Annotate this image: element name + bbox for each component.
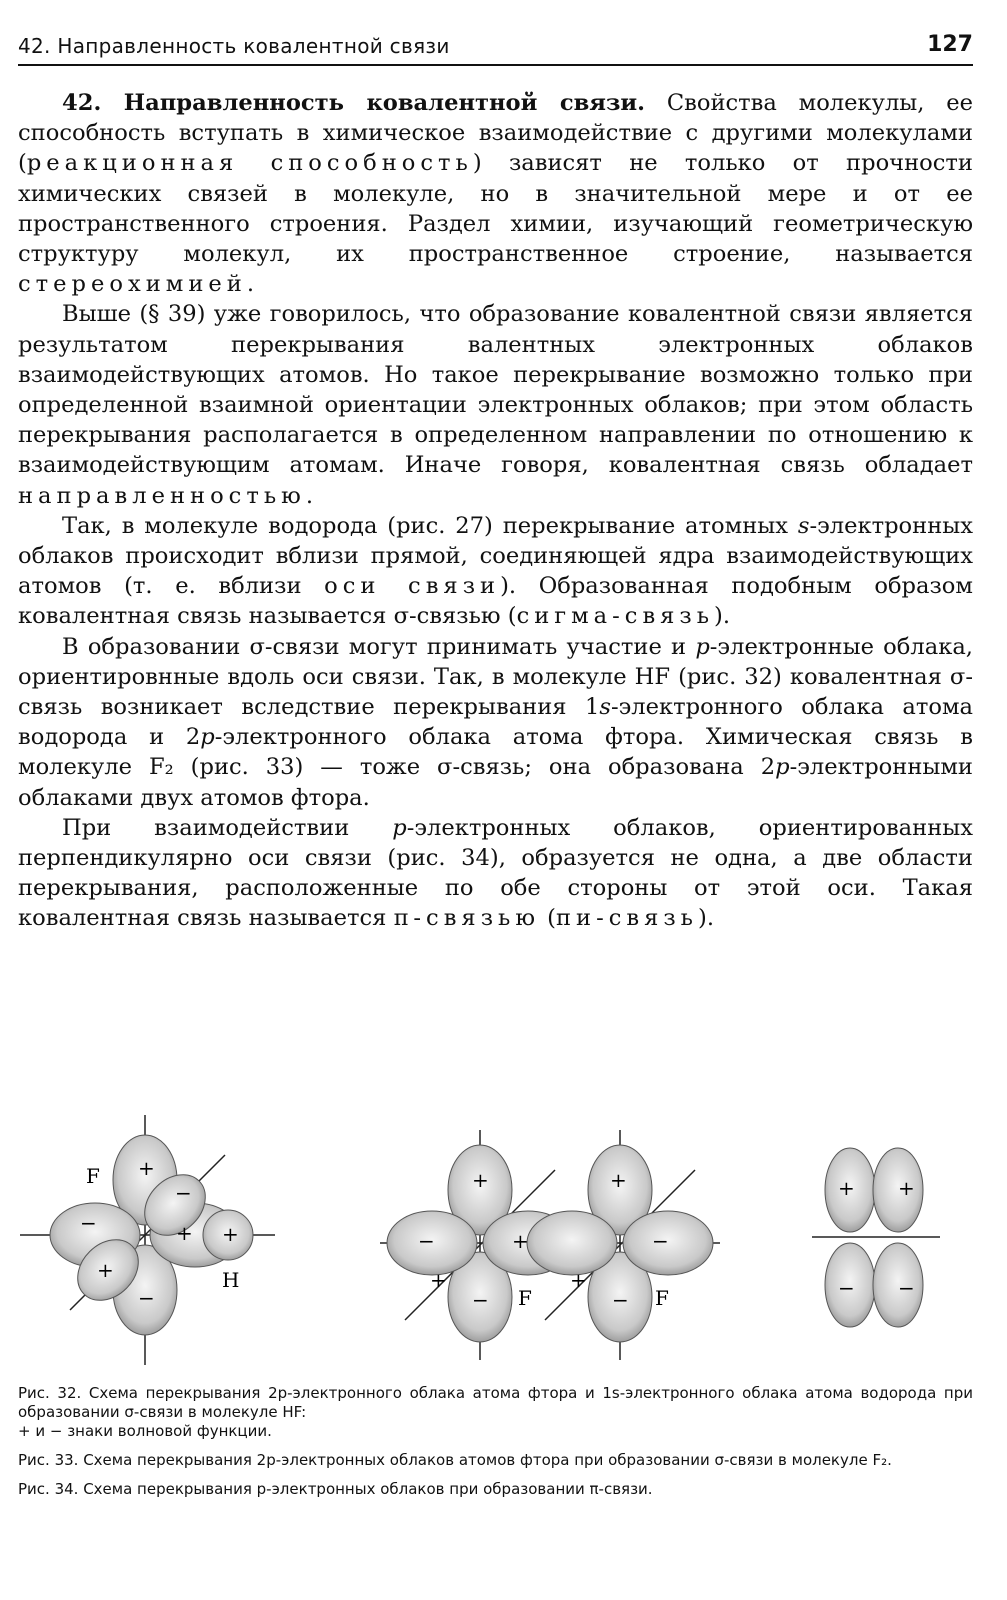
figure-captions [18, 1384, 973, 1509]
figures-row [0, 1105, 1007, 1375]
italic-symbol: s [797, 512, 810, 539]
figures-svg [0, 1105, 1007, 1375]
sign-minus: − [838, 1276, 855, 1300]
text-run: В образовании σ-связи могут принимать участие и [62, 633, 696, 660]
spaced-term: сигма-связь [516, 603, 715, 630]
figure-32-hf [20, 1115, 275, 1365]
sign-minus: − [175, 1181, 192, 1205]
sign-minus: − [418, 1229, 435, 1253]
text-run: -электронными облаками двух атомов фтора. [18, 754, 973, 811]
text-run: ). [698, 905, 714, 932]
sign-plus: + [472, 1168, 489, 1192]
text-run: ). Образованная подобным образом ковалентная связь называется σ-связью ( [18, 573, 973, 630]
spaced-term: направленностью [18, 482, 306, 509]
spaced-term: оси связи [324, 573, 501, 600]
sign-minus: − [612, 1288, 629, 1312]
caption-text: + и − знаки волновой функции. [18, 1422, 272, 1440]
text-run: Выше (§ 39) уже говорилось, что образование ковалентной связи является результатом перекрывания валентных электронных облаков взаимодействующих атомов. Но такое перекрывание возможно только при определенной взаимной ориентации электронных облаков; при этом область перекрывания располагается в определенном направлении по отношению к взаимодействующим атомам. Иначе говоря, ковалентная связь обладает [18, 301, 973, 479]
text-run: ). [714, 603, 731, 630]
sign-minus: − [472, 1288, 489, 1312]
caption-text: Рис. 32. Схема перекрывания 2p-электронного облака атома фтора и 1s-электронного облака атома водорода при образовании σ-связи в молекуле HF: [18, 1384, 973, 1421]
section-title: 42. Направленность ковалентной связи. [62, 90, 646, 116]
text-run: -электронного облака атома водорода и 2 [18, 694, 973, 751]
spaced-term: стереохимией [18, 271, 247, 298]
text-run: -электронных облаков, ориентированных перпендикулярно оси связи (рис. 34), образуется не одна, а две области перекрывания, расположенные по обе стороны от этой оси. Такая ковалентная связь называется [18, 814, 973, 932]
sign-minus: − [652, 1229, 669, 1253]
sign-plus: + [176, 1221, 193, 1245]
running-title: 42. Направленность ковалентной связи [18, 34, 450, 58]
italic-symbol: p [775, 754, 790, 781]
paragraph-1 [18, 88, 973, 299]
caption-fig-33: Рис. 33. Схема перекрывания 2p-электронных облаков атомов фтора при образовании σ-связи в молекуле F₂. [18, 1451, 892, 1469]
atom-label-f: F [86, 1164, 100, 1188]
sign-plus: + [610, 1168, 627, 1192]
atom-label-f: F [655, 1286, 669, 1310]
sign-plus: + [222, 1222, 239, 1246]
text-run: Свойства молекулы, ее способность вступать в химическое взаимодействие с другими молекулами ( [18, 90, 973, 177]
sign-plus: + [97, 1258, 114, 1282]
sign-minus: − [80, 1211, 97, 1235]
italic-symbol: p [695, 633, 710, 660]
figure-34-pi [812, 1148, 940, 1327]
paragraph-3 [18, 511, 973, 632]
text-run: . [246, 271, 255, 298]
text-run: -электронного облака атома фтора. Химическая связь в молекуле F₂ (рис. 33) — тоже σ-связь; она образована 2 [18, 724, 973, 781]
spaced-term: пи-связь [555, 905, 698, 932]
text-run: . [305, 482, 313, 509]
caption-fig-34: Рис. 34. Схема перекрывания p-электронных облаков при образовании π-связи. [18, 1480, 653, 1498]
atom-label-f: F [518, 1286, 532, 1310]
sign-plus: + [512, 1229, 529, 1253]
sign-plus: + [898, 1176, 915, 1200]
sign-plus: + [138, 1156, 155, 1180]
orbital-lobe [527, 1211, 617, 1275]
text-run: -электронных облаков происходит вблизи прямой, соединяющей ядра взаимодействующих атомов (т. е. вблизи [18, 512, 973, 600]
italic-symbol: p [392, 814, 407, 841]
sign-minus: − [898, 1276, 915, 1300]
sign-minus: − [138, 1286, 155, 1310]
sign-plus: + [838, 1176, 855, 1200]
spaced-term: π-связью [393, 905, 540, 932]
paragraph-4 [18, 632, 973, 813]
text-run: ( [539, 905, 556, 932]
text-run: При взаимодействии [62, 814, 393, 841]
sign-plus: + [570, 1268, 587, 1292]
sign-plus: + [430, 1268, 447, 1292]
paragraph-5 [18, 813, 973, 934]
italic-symbol: s [599, 694, 611, 721]
page-number: 127 [927, 32, 973, 57]
spaced-term: реакционная способность [26, 150, 473, 177]
italic-symbol: p [200, 724, 215, 751]
text-run: ) зависят не только от прочности химических связей в молекуле, но в значительной мере и от ее пространственного строения. Раздел химии, изучающий геометрическую структуру молекул, их пространственное строение, называется [18, 150, 973, 268]
paragraph-2 [18, 299, 973, 510]
body-text [18, 88, 973, 934]
text-run: Так, в молекуле водорода (рис. 27) перекрывание атомных [62, 512, 798, 539]
figure-33-f2 [380, 1130, 720, 1360]
text-run: -электронные облака, ориентировнные вдоль оси связи. Так, в молекуле HF (рис. 32) ковалентная σ-связь возникает вследствие перекрывания 1 [18, 633, 973, 721]
caption-fig-32 [18, 1384, 973, 1441]
atom-label-h: H [222, 1268, 240, 1292]
page-header [18, 32, 973, 66]
